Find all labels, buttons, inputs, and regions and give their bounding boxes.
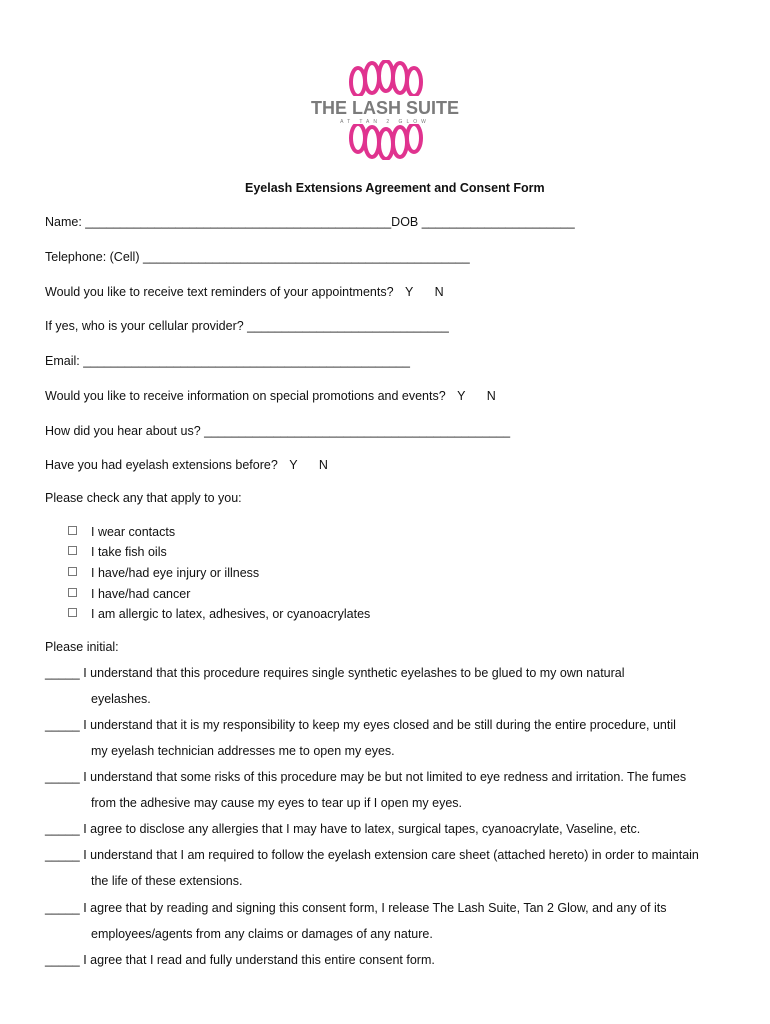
promotions-no[interactable]: N — [486, 389, 496, 403]
checklist-label: I wear contacts — [91, 525, 176, 539]
provider-field[interactable]: If yes, who is your cellular provider? _____________________________ — [45, 319, 449, 333]
initial-line-4[interactable]: _____ I agree to disclose any allergies that I may have to latex, surgical tapes, cyanoacrylate, Vaseline, etc. — [45, 822, 641, 836]
initial-line-1[interactable]: _____ I understand that this procedure requires single synthetic eyelashes to be glued to my own natural — [45, 666, 625, 680]
had-extensions-yes[interactable]: Y — [289, 458, 298, 472]
initial-line-7[interactable]: _____ I agree that I read and fully understand this entire consent form. — [45, 953, 435, 967]
checklist-item[interactable] — [68, 565, 259, 581]
initial-continuation-6: employees/agents from any claims or damages of any nature. — [91, 927, 433, 941]
had-extensions-label: Have you had eyelash extensions before? — [45, 458, 278, 472]
checklist-item[interactable] — [68, 606, 370, 622]
checklist-label: I have/had cancer — [91, 587, 191, 601]
initial-continuation-5: the life of these extensions. — [91, 874, 243, 888]
had-extensions-no[interactable]: N — [318, 458, 328, 472]
checkbox[interactable] — [68, 567, 77, 576]
name-dob-field[interactable]: Name: ____________________________________________DOB ______________________ — [45, 215, 575, 229]
checkbox[interactable] — [68, 588, 77, 597]
had-extensions-question — [45, 457, 328, 473]
checklist-item[interactable] — [68, 524, 175, 540]
text-reminders-question — [45, 284, 444, 300]
check-prompt: Please check any that apply to you: — [45, 491, 242, 505]
initial-line-3[interactable]: _____ I understand that some risks of this procedure may be but not limited to eye redness and irritation. The fumes — [45, 770, 687, 784]
telephone-field[interactable]: Telephone: (Cell) _______________________________________________ — [45, 250, 470, 264]
checkbox[interactable] — [68, 526, 77, 535]
checkbox[interactable] — [68, 546, 77, 555]
promotions-label: Would you like to receive information on special promotions and events? — [45, 389, 446, 403]
initial-line-2[interactable]: _____ I understand that it is my responsibility to keep my eyes closed and be still during the entire procedure, until — [45, 718, 676, 732]
initial-continuation-1: eyelashes. — [91, 692, 151, 706]
logo-main-text: THE LASH SUITE — [310, 98, 460, 118]
initial-line-6[interactable]: _____ I agree that by reading and signing this consent form, I release The Lash Suite, Tan 2 Glow, and any of its — [45, 901, 667, 915]
checklist-item[interactable] — [68, 586, 190, 602]
checkbox[interactable] — [68, 608, 77, 617]
form-title: Eyelash Extensions Agreement and Consent Form — [245, 181, 545, 195]
initial-line-5[interactable]: _____ I understand that I am required to follow the eyelash extension care sheet (attached hereto) in order to maintain — [45, 848, 699, 862]
initial-continuation-3: from the adhesive may cause my eyes to tear up if I open my eyes. — [91, 796, 463, 810]
email-field[interactable]: Email: _______________________________________________ — [45, 354, 410, 368]
lash-suite-logo — [300, 60, 470, 160]
text-reminders-yes[interactable]: Y — [405, 285, 414, 299]
checklist-label: I take fish oils — [91, 545, 167, 559]
promotions-question — [45, 388, 496, 404]
logo-sub-text: AT TAN 2 GLOW — [340, 119, 430, 125]
text-reminders-label: Would you like to receive text reminders of your appointments? — [45, 285, 394, 299]
hear-about-field[interactable]: How did you hear about us? ____________________________________________ — [45, 424, 511, 438]
checklist-item[interactable] — [68, 544, 167, 560]
text-reminders-no[interactable]: N — [434, 285, 444, 299]
checklist-label: I have/had eye injury or illness — [91, 566, 260, 580]
initial-continuation-2: my eyelash technician addresses me to open my eyes. — [91, 744, 395, 758]
checklist-label: I am allergic to latex, adhesives, or cyanoacrylates — [91, 607, 371, 621]
promotions-yes[interactable]: Y — [457, 389, 466, 403]
initial-prompt: Please initial: — [45, 640, 119, 654]
